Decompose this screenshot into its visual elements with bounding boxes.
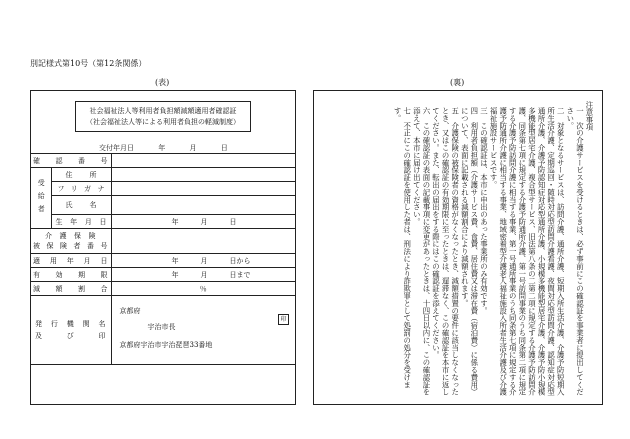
note-item: 一 次の介護サービスを受けるときは、必ず事前にこの確認証を事業者に提出してください。: [565, 107, 585, 396]
issue-date-year: 年: [158, 144, 166, 152]
note-item: 三 この確認証は、本市に申出のあった事業所のみ有効です。: [479, 107, 489, 315]
notes-heading: 注意事項: [585, 101, 594, 131]
birth-date-value[interactable]: [111, 215, 295, 229]
front-side-label: (表): [155, 78, 170, 87]
issuer-address: 京都府宇治市宇治琵琶33番地: [119, 341, 213, 349]
insured-number-label-1: 介護保険: [45, 232, 97, 240]
row-valid-until: [31, 268, 295, 282]
row-furigana: [31, 182, 295, 196]
certificate-subtitle: （社会福祉法人等による利用者負担の軽減制度）: [86, 118, 240, 126]
certificate-front: [30, 90, 296, 405]
seal-icon: 印: [278, 314, 289, 325]
furigana-label: フリガナ: [51, 182, 111, 196]
insured-number-label: [31, 229, 111, 254]
confirm-number-value[interactable]: [111, 154, 295, 168]
recipient-label: 受給者: [31, 168, 51, 229]
issuer-label-2: 及び印: [35, 332, 107, 340]
valid-until-value[interactable]: [111, 268, 295, 282]
address-value[interactable]: [111, 168, 295, 182]
issuer-mayor: 宇治市長: [147, 323, 176, 331]
row-reduction-rate: [31, 282, 295, 296]
reduction-rate-value[interactable]: [111, 282, 295, 296]
row-confirm-number: [31, 154, 295, 168]
birth-year-unit: 年: [171, 217, 179, 226]
issue-date-month: 月: [189, 144, 197, 152]
birth-month-unit: 月: [200, 217, 208, 226]
name-value[interactable]: [111, 196, 295, 215]
issuer-label-1: 発行機関名: [35, 320, 107, 328]
applicable-date-value[interactable]: [111, 254, 295, 268]
valid-month-unit: 月: [200, 270, 208, 279]
row-birth-date: [31, 215, 295, 229]
applicable-year-unit: 年: [171, 256, 179, 265]
applicable-month-unit: 月: [200, 256, 208, 265]
applicable-day-unit: 日から: [229, 256, 251, 265]
form-number: 別記様式第10号（第12条関係）: [30, 59, 147, 68]
issue-date: [99, 143, 250, 153]
note-item: 七 不正にこの確認証を使用した者は、刑法により詐欺罪として処罰の処分を受けます。: [393, 107, 412, 389]
note-item: 六 この確認証の表面の記載事項に変更があったときは、十四日以内に、この確認証を添えて、本市に届け出てください。: [412, 107, 431, 396]
row-insured-number: [31, 229, 295, 254]
valid-day-unit: 日まで: [229, 270, 251, 279]
furigana-value[interactable]: [111, 182, 295, 196]
issue-date-day: 日: [220, 144, 228, 152]
row-applicable-date: [31, 254, 295, 268]
certificate-back: [313, 90, 603, 405]
notes-vertical-text: [393, 99, 594, 399]
insured-number-label-2: 被保険者番号: [33, 242, 109, 250]
issue-date-label: 交付年月日: [99, 144, 134, 152]
certificate-table: [31, 153, 295, 365]
row-address: [31, 168, 295, 182]
birth-date-label: 生年月日: [51, 215, 111, 229]
note-item: 二 対象となるサービスは、訪問介護、通所介護、短期入所生活介護、介護予防短期入所生活介護、定期巡回・随時対応型訪問介護看護、夜間対応型訪問介護、認知症対応型通所介護、介護予防認知症対応型通所介護、小規模多機能型居宅介護、介護予防小規模多機能型居宅介護、複合型サービス、旧法第八条の二第二項に規定する介護予防訪問介護、同条第七項に規定する介護予防通所介護、第一号訪問事業のうち同条第二項に規定する介護予防訪問介護に相当する事業、第一号通所事業のうち同条第七項に規定する介護予防通所介護に相当する事業、地域密着型介護老人福祉施設入所者生活介護及び介護福祉施設サービスです。: [489, 107, 566, 396]
name-label: 氏名: [51, 196, 111, 215]
issuer-prefecture: 京都府: [119, 307, 141, 315]
insured-number-value[interactable]: [111, 229, 295, 254]
applicable-date-label: 適用年月日: [31, 254, 111, 268]
reduction-rate-label: 減額割合: [31, 282, 111, 296]
birth-day-unit: 日: [229, 217, 237, 226]
note-item: 四 利用者負担額（介護サービス費、食費、居住費又は滞在費（宿泊費）に係る費用）について、表面に記載される減額割合により減額されます。: [460, 107, 479, 396]
back-side-label: (裏): [450, 78, 465, 87]
row-issuer: [31, 296, 295, 365]
address-label: 住所: [51, 168, 111, 182]
note-item: 五 介護保険の被保険者の資格がなくなったとき、減額措置の要件に該当しなくなったとき、又はこの確認証の有効期限に至ったときは、遅滞なく、この確認証を本市に返してください。また、転出の届出をする際にはこの確認証を添えてください。: [431, 107, 460, 396]
confirm-number-label: 確認番号: [31, 154, 111, 168]
valid-until-label: 有効期限: [31, 268, 111, 282]
valid-year-unit: 年: [171, 270, 179, 279]
row-name: [31, 196, 295, 215]
issuer-label: [31, 296, 111, 365]
certificate-title-box: [75, 101, 251, 132]
reduction-rate-unit: ％: [199, 284, 207, 293]
issuer-value: [111, 296, 295, 365]
certificate-title: 社会福祉法人等利用者負担額減額適用者確認証: [89, 107, 237, 115]
